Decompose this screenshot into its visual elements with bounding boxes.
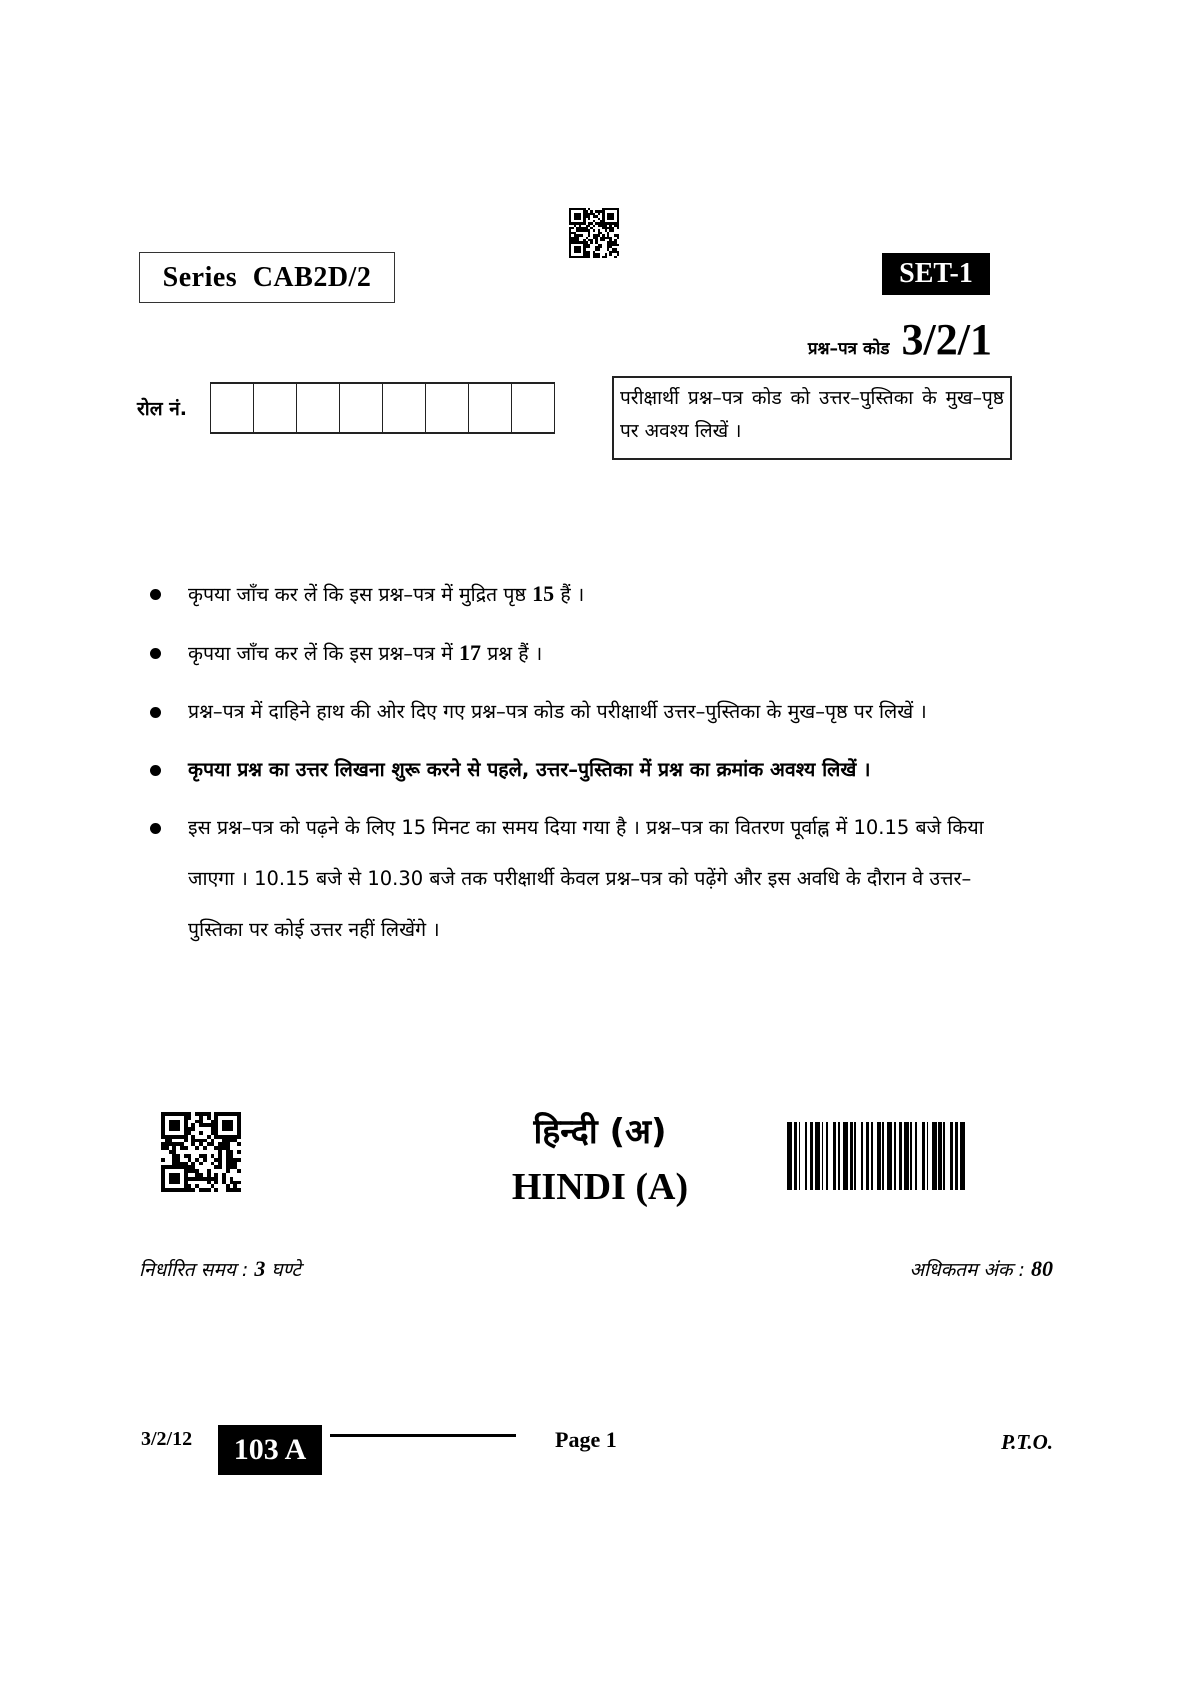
time-unit: घण्टे: [265, 1259, 302, 1281]
barcode: [787, 1122, 966, 1190]
page-number: Page 1: [555, 1427, 617, 1452]
marks-label: अधिकतम अंक :: [909, 1259, 1031, 1281]
roll-number-boxes[interactable]: [210, 382, 555, 434]
roll-number-label: रोल नं.: [137, 398, 187, 420]
bullet-icon: [150, 648, 161, 659]
roll-number-digit-box[interactable]: [340, 384, 383, 432]
roll-number-digit-box[interactable]: [512, 384, 555, 432]
footer-rule: [330, 1434, 516, 1437]
time-label: निर्धारित समय :: [139, 1259, 255, 1281]
bullet-icon: [150, 707, 161, 718]
qr-code-top: [569, 208, 619, 258]
instructions-list: [148, 568, 1008, 962]
set-badge: SET-1: [882, 253, 990, 295]
instruction-item: प्रश्न–पत्र में दाहिने हाथ की ओर दिए गए प्रश्न–पत्र कोड को परीक्षार्थी उत्तर–पुस्तिका के मुख–पृष्ठ पर लिखें ।: [148, 686, 1008, 737]
marks-value: 80: [1031, 1256, 1053, 1281]
instruction-item: कृपया जाँच कर लें कि इस प्रश्न–पत्र में मुद्रित पृष्ठ 15 हैं ।: [148, 568, 1008, 620]
footer-code: 3/2/12: [141, 1428, 193, 1450]
time-allowed: [139, 1256, 301, 1282]
bullet-icon: [150, 765, 161, 776]
time-value: 3: [254, 1256, 266, 1281]
paper-code: [808, 314, 992, 365]
subject-title-hindi: हिन्दी (अ): [533, 1112, 667, 1152]
roll-number-digit-box[interactable]: [426, 384, 469, 432]
series-label: Series CAB2D/2: [139, 252, 395, 303]
bullet-icon: [150, 823, 161, 834]
instruction-item: कृपया जाँच कर लें कि इस प्रश्न–पत्र में 17 प्रश्न हैं ।: [148, 627, 1008, 679]
roll-number-digit-box[interactable]: [297, 384, 340, 432]
paper-code-instruction-box: परीक्षार्थी प्रश्न–पत्र कोड को उत्तर–पुस्तिका के मुख–पृष्ठ पर अवश्य लिखें ।: [612, 376, 1012, 460]
instruction-item: कृपया प्रश्न का उत्तर लिखना शुरू करने से पहले, उत्तर–पुस्तिका में प्रश्न का क्रमांक अवश्य लिखें ।: [148, 744, 1008, 795]
paper-code-label: प्रश्न–पत्र कोड: [807, 339, 890, 359]
roll-number-digit-box[interactable]: [469, 384, 512, 432]
please-turn-over: P.T.O.: [1001, 1430, 1053, 1454]
subject-title-english: HINDI (A): [511, 1166, 689, 1208]
roll-number-digit-box[interactable]: [254, 384, 297, 432]
paper-code-value: 3/2/1: [901, 315, 992, 364]
roll-number-digit-box[interactable]: [211, 384, 254, 432]
footer-badge: 103 A: [218, 1425, 322, 1475]
bullet-icon: [150, 589, 161, 600]
maximum-marks: [909, 1256, 1053, 1282]
roll-number-digit-box[interactable]: [383, 384, 426, 432]
instruction-item: इस प्रश्न–पत्र को पढ़ने के लिए 15 मिनट का समय दिया गया है । प्रश्न–पत्र का वितरण पूर्वाह्न में 10.15 बजे किया जाएगा । 10.15 बजे से 10.30 बजे तक परीक्षार्थी केवल प्रश्न–पत्र को पढ़ेंगे और इस अवधि के दौरान वे उत्तर–पुस्तिका पर कोई उत्तर नहीं लिखेंगे ।: [148, 802, 1008, 955]
